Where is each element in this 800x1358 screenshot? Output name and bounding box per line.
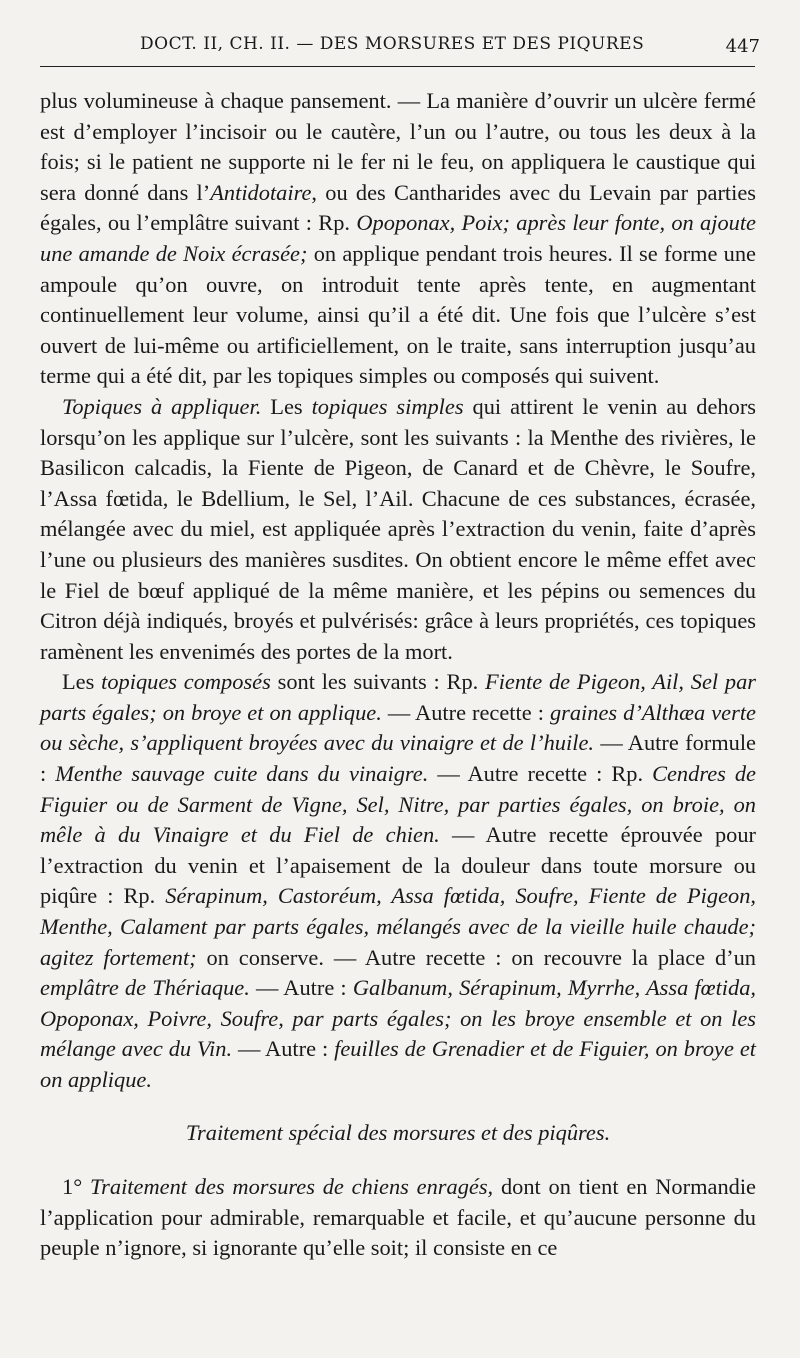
italic-run: Fiente de Pigeon, Ail, Sel par parts égales; on broye et on applique. (40, 669, 757, 725)
text-run: , ou des Cantharides avec du Levain par parties égales, ou l’emplâtre suivant : Rp. (40, 179, 756, 236)
text-run: sont les suivants : Rp. (270, 669, 486, 695)
text-run: — Autre recette éprouvée pour l’extraction du venin et l’apaisement de la douleur dans toute morsure ou piqûre : Rp. (40, 822, 757, 909)
italic-run: topiques composés (101, 669, 271, 695)
page-number: 447 (725, 36, 760, 57)
text-run: Les (62, 669, 102, 695)
italic-run: Opoponax, Poix; après leur fonte, on ajoute une amande de Noix écrasée; (40, 210, 756, 266)
italic-run: Cendres de Figuier ou de Sarment de Vigne, Sel, Nitre, par parties égales, on broie, on mêle à du Vinaigre et du Fiel de chien. (40, 761, 756, 848)
text-run: 1° (62, 1174, 90, 1200)
header-rule (40, 66, 755, 67)
italic-run: Antidotaire (210, 179, 312, 205)
italic-run: Galbanum, Sérapinum, Myrrhe, Assa fœtida, Opoponax, Poivre, Soufre, par parts égales; on les broye ensemble et on les mélange avec du Vin. (40, 975, 756, 1062)
paragraph-rabid-dogs (40, 1172, 756, 1264)
text-run: qui attirent le venin au dehors lorsqu’on les applique sur l’ulcère, sont les suivants : la Menthe des rivières, le Basilicon calcadis, la Fiente de Pigeon, de Canard et de Chèvre, le Soufre, l’Assa fœtida, le Bdellium, le Sel, l’Ail. Chacune de ces substances, écrasée, mélangée avec du miel, est appliquée après l’extraction du venin, faite d’après l’une ou plusieurs des manières susdites. On obtient encore le même effet avec le Fiel de bœuf appliqué de la même manière, et les pépins ou semences du Citron déjà indiqués, broyés et pulvérisés: grâce à leurs propriétés, ces topiques ramènent les envenimés des portes de la mort. (40, 393, 756, 664)
section-title (40, 1118, 756, 1149)
page-header (40, 30, 760, 60)
text-run: plus volumineuse à chaque pansement. — La manière d’ouvrir un ulcère fermé est d’employer l’incisoir ou le cautère, l’un ou l’autre, ou tous les deux à la fois; si le patient ne supporte ni le fer ni le feu, on appliquera le caustique qui sera donné dans l’ (40, 88, 756, 205)
running-head: DOCT. II, CH. II. — DES MORSURES ET DES PIQURES (140, 34, 645, 54)
paragraph-compound-topicals (40, 667, 756, 1095)
text-run: — Autre recette : Rp. (428, 761, 653, 787)
text-run: dont on tient en Normandie l’application pour admirable, remarquable et facile, et qu’aucune personne du peuple n’ignore, si ignorante qu’elle soit; il consiste en ce (40, 1174, 756, 1261)
italic-run: topiques simples (311, 393, 464, 419)
body-text (40, 86, 756, 1264)
italic-run: Topiques à appliquer. (62, 393, 262, 419)
text-run: — Autre recette : (381, 699, 550, 725)
text-run: — Autre : (249, 975, 353, 1001)
italic-run: emplâtre de Thériaque. (40, 975, 250, 1001)
italic-run: graines d’Althæa verte ou sèche, s’appliquent broyées avec du vinaigre et de l’huile. (40, 699, 756, 756)
text-run: — Autre : (232, 1036, 335, 1062)
italic-run: Sérapinum, Castoréum, Assa fœtida, Soufre, Fiente de Pigeon, Menthe, Calament par parts égales, mélangés avec de la vieille huile chaude; agitez fortement; (40, 883, 756, 970)
paragraph-ulcer-treatment (40, 86, 756, 392)
text-run: Les (261, 393, 312, 419)
text-run: on conserve. — Autre recette : on recouvre la place d’un (196, 944, 756, 970)
text-run: on applique pendant trois heures. Il se forme une ampoule qu’on ouvre, on introduit tente après tente, en augmentant continuellement leur volume, ainsi qu’il a été dit. Une fois que l’ulcère s’est ouvert de lui-même ou artificiellement, on le traite, sans interruption jusqu’au terme qui a été dit, par les topiques simples ou composés qui suivent. (40, 240, 756, 389)
paragraph-simple-topicals (40, 392, 756, 667)
text-run: — Autre formule : (40, 730, 756, 787)
italic-run: feuilles de Grenadier et de Figuier, on broye et on applique. (40, 1036, 756, 1092)
italic-run: Traitement des morsures de chiens enragés, (89, 1174, 494, 1200)
italic-run: Menthe sauvage cuite dans du vinaigre. (55, 761, 429, 787)
text-run: Traitement spécial des morsures et des piqûres. (185, 1119, 611, 1145)
